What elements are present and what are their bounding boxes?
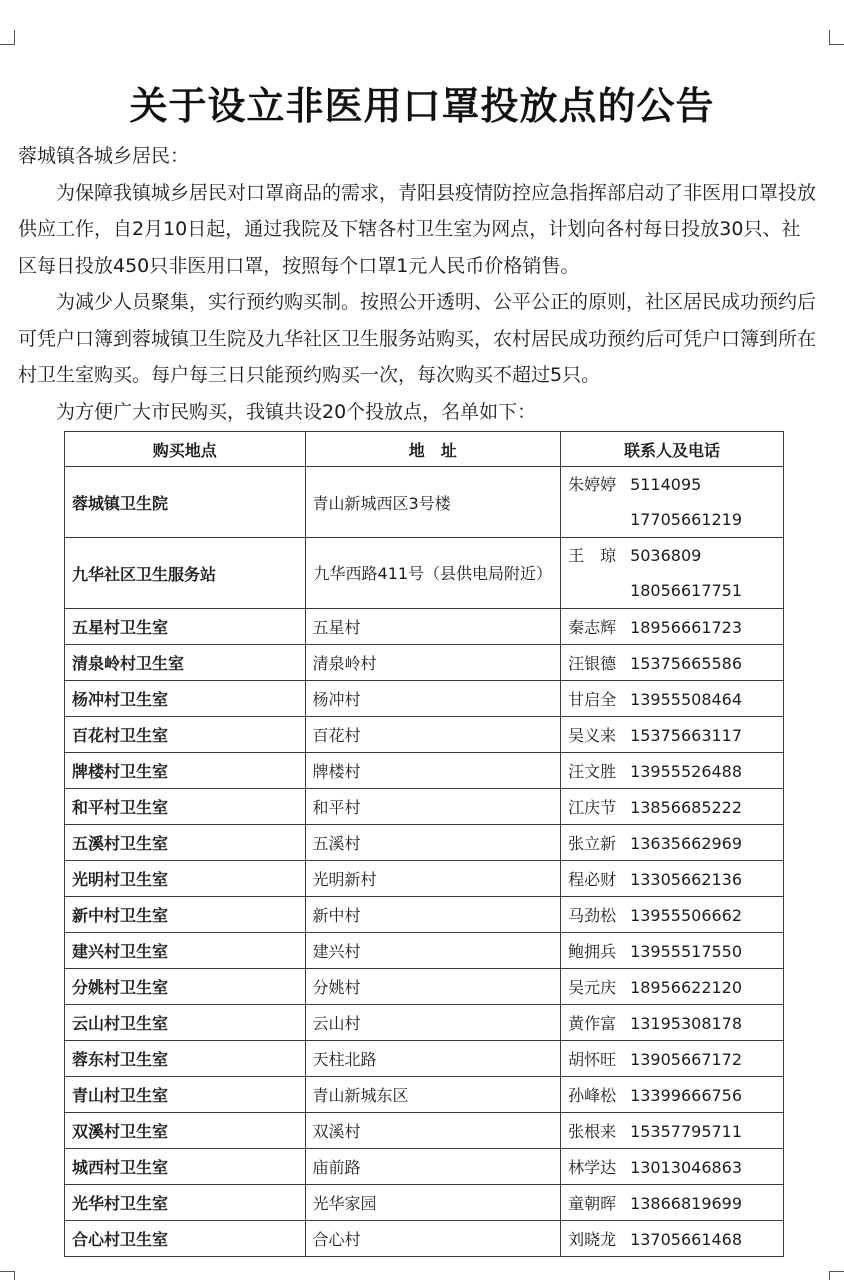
cell-address: 五溪村 xyxy=(305,825,561,861)
notice-body xyxy=(18,138,818,430)
contact-phone: 15375663117 xyxy=(630,726,743,745)
table-row xyxy=(65,1077,784,1113)
contact-name: 甘启全 xyxy=(568,690,617,709)
contact-phone: 13195308178 xyxy=(630,1014,743,1033)
cell-contact xyxy=(561,1221,784,1257)
cell-place: 牌楼村卫生室 xyxy=(65,753,306,789)
cell-place: 光华村卫生室 xyxy=(65,1185,306,1221)
cell-contact xyxy=(561,538,784,609)
cell-contact xyxy=(561,1149,784,1185)
contact-name: 朱婷婷 xyxy=(568,475,617,494)
paragraph-reservation: 为减少人员聚集，实行预约购买制。按照公开透明、公平公正的原则，社区居民成功预约后可凭户口簿到蓉城镇卫生院及九华社区卫生服务站购买，农村居民成功预约后可凭户口簿到所在村卫生室购买。每户每三日只能预约购买一次，每次购买不超过5只。 xyxy=(18,291,817,386)
contact-phone: 5114095 xyxy=(630,475,702,494)
table-row xyxy=(65,897,784,933)
crop-mark-top-right xyxy=(829,30,844,45)
cell-address: 清泉岭村 xyxy=(305,645,561,681)
cell-place: 和平村卫生室 xyxy=(65,789,306,825)
contact-phone: 15375665586 xyxy=(630,654,743,673)
distribution-points-table xyxy=(64,431,784,1257)
contact-phone: 13905667172 xyxy=(630,1050,743,1069)
contact-phone: 13399666756 xyxy=(630,1086,743,1105)
table-row xyxy=(65,1041,784,1077)
cell-address: 建兴村 xyxy=(305,933,561,969)
cell-address: 天柱北路 xyxy=(305,1041,561,1077)
cell-address: 杨冲村 xyxy=(305,681,561,717)
cell-place: 合心村卫生室 xyxy=(65,1221,306,1257)
cell-contact xyxy=(561,897,784,933)
table-row xyxy=(65,1185,784,1221)
crop-mark-bottom-left xyxy=(0,1271,15,1280)
contact-phone: 13635662969 xyxy=(630,834,743,853)
table-row xyxy=(65,789,784,825)
cell-contact xyxy=(561,789,784,825)
contact-name: 童朝晖 xyxy=(568,1194,617,1213)
contact-phone: 13955508464 xyxy=(630,690,743,709)
cell-place: 双溪村卫生室 xyxy=(65,1113,306,1149)
cell-place: 五星村卫生室 xyxy=(65,609,306,645)
table-row xyxy=(65,1005,784,1041)
cell-address: 青山新城西区3号楼 xyxy=(305,467,561,538)
contact-phone: 5036809 xyxy=(630,546,702,565)
cell-contact xyxy=(561,609,784,645)
cell-contact xyxy=(561,467,784,538)
contact-name: 马劲松 xyxy=(568,906,617,925)
contact-name: 汪文胜 xyxy=(568,762,617,781)
cell-place: 五溪村卫生室 xyxy=(65,825,306,861)
cell-contact xyxy=(561,645,784,681)
cell-contact xyxy=(561,753,784,789)
cell-contact xyxy=(561,861,784,897)
table-row xyxy=(65,645,784,681)
cell-address: 云山村 xyxy=(305,1005,561,1041)
contact-name: 王 琼 xyxy=(568,546,617,565)
contact-name: 黄作富 xyxy=(568,1014,617,1033)
contact-name: 秦志辉 xyxy=(568,618,617,637)
contact-name: 孙峰松 xyxy=(568,1086,617,1105)
table-header-row xyxy=(65,432,784,467)
cell-place: 新中村卫生室 xyxy=(65,897,306,933)
cell-place: 青山村卫生室 xyxy=(65,1077,306,1113)
cell-contact xyxy=(561,933,784,969)
contact-phone: 18956622120 xyxy=(630,978,743,997)
cell-contact xyxy=(561,825,784,861)
cell-place: 光明村卫生室 xyxy=(65,861,306,897)
cell-place: 九华社区卫生服务站 xyxy=(65,538,306,609)
cell-address: 和平村 xyxy=(305,789,561,825)
contact-name: 汪银德 xyxy=(568,654,617,673)
header-address: 地 址 xyxy=(305,432,561,467)
cell-place: 百花村卫生室 xyxy=(65,717,306,753)
cell-address: 牌楼村 xyxy=(305,753,561,789)
contact-phone: 13955526488 xyxy=(630,762,743,781)
table-row xyxy=(65,753,784,789)
cell-place: 蓉东村卫生室 xyxy=(65,1041,306,1077)
cell-address: 双溪村 xyxy=(305,1113,561,1149)
table-row xyxy=(65,681,784,717)
notice-title: 关于设立非医用口罩投放点的公告 xyxy=(129,84,715,129)
contact-name: 程必财 xyxy=(568,870,617,889)
cell-place: 蓉城镇卫生院 xyxy=(65,467,306,538)
table-row xyxy=(65,609,784,645)
cell-place: 城西村卫生室 xyxy=(65,1149,306,1185)
table-row xyxy=(65,933,784,969)
contact-name: 张根来 xyxy=(568,1122,617,1141)
contact-phone: 13305662136 xyxy=(630,870,743,889)
cell-address: 五星村 xyxy=(305,609,561,645)
contact-name: 胡怀旺 xyxy=(568,1050,617,1069)
contact-name: 江庆节 xyxy=(568,798,617,817)
cell-contact xyxy=(561,1113,784,1149)
cell-place: 杨冲村卫生室 xyxy=(65,681,306,717)
list-intro: 为方便广大市民购买，我镇共设20个投放点，名单如下： xyxy=(56,400,537,423)
table-row xyxy=(65,538,784,609)
contact-name: 鲍拥兵 xyxy=(568,942,617,961)
table-row xyxy=(65,969,784,1005)
table-row xyxy=(65,1221,784,1257)
cell-contact xyxy=(561,1185,784,1221)
table-row xyxy=(65,861,784,897)
header-contact: 联系人及电话 xyxy=(561,432,784,467)
cell-place: 分姚村卫生室 xyxy=(65,969,306,1005)
cell-address: 光明新村 xyxy=(305,861,561,897)
contact-phone: 13955506662 xyxy=(630,906,743,925)
contact-name: 刘晓龙 xyxy=(568,1230,617,1249)
cell-contact xyxy=(561,681,784,717)
header-place: 购买地点 xyxy=(65,432,306,467)
contact-name: 张立新 xyxy=(568,834,617,853)
crop-mark-bottom-right xyxy=(829,1271,844,1280)
contact-phone-mobile: 17705661219 xyxy=(630,510,743,529)
contact-phone: 13013046863 xyxy=(630,1158,743,1177)
table-row xyxy=(65,467,784,538)
table-row xyxy=(65,717,784,753)
cell-address: 光华家园 xyxy=(305,1185,561,1221)
contact-phone-mobile: 18056617751 xyxy=(630,581,743,600)
cell-contact xyxy=(561,969,784,1005)
cell-address: 合心村 xyxy=(305,1221,561,1257)
contact-phone: 13955517550 xyxy=(630,942,743,961)
contact-phone: 13856685222 xyxy=(630,798,743,817)
table-row xyxy=(65,825,784,861)
contact-phone: 13866819699 xyxy=(630,1194,743,1213)
table-row xyxy=(65,1113,784,1149)
cell-place: 云山村卫生室 xyxy=(65,1005,306,1041)
cell-address: 九华西路411号（县供电局附近） xyxy=(305,538,561,609)
cell-address: 庙前路 xyxy=(305,1149,561,1185)
cell-contact xyxy=(561,1077,784,1113)
cell-address: 分姚村 xyxy=(305,969,561,1005)
cell-address: 百花村 xyxy=(305,717,561,753)
salutation: 蓉城镇各城乡居民： xyxy=(18,145,190,167)
paragraph-supply: 为保障我镇城乡居民对口罩商品的需求，青阳县疫情防控应急指挥部启动了非医用口罩投放供应工作，自2月10日起，通过我院及下辖各村卫生室为网点，计划向各村每日投放30只、社区每日投放450只非医用口罩，按照每个口罩1元人民币价格销售。 xyxy=(18,181,817,277)
cell-address: 新中村 xyxy=(305,897,561,933)
cell-address: 青山新城东区 xyxy=(305,1077,561,1113)
contact-phone: 15357795711 xyxy=(630,1122,743,1141)
cell-place: 清泉岭村卫生室 xyxy=(65,645,306,681)
contact-phone: 18956661723 xyxy=(630,618,743,637)
crop-mark-top-left xyxy=(0,30,15,45)
contact-phone: 13705661468 xyxy=(630,1230,743,1249)
table-row xyxy=(65,1149,784,1185)
cell-contact xyxy=(561,1041,784,1077)
cell-contact xyxy=(561,717,784,753)
cell-contact xyxy=(561,1005,784,1041)
cell-place: 建兴村卫生室 xyxy=(65,933,306,969)
contact-name: 林学达 xyxy=(568,1158,617,1177)
contact-name: 吴义来 xyxy=(568,726,617,745)
contact-name: 吴元庆 xyxy=(568,978,617,997)
